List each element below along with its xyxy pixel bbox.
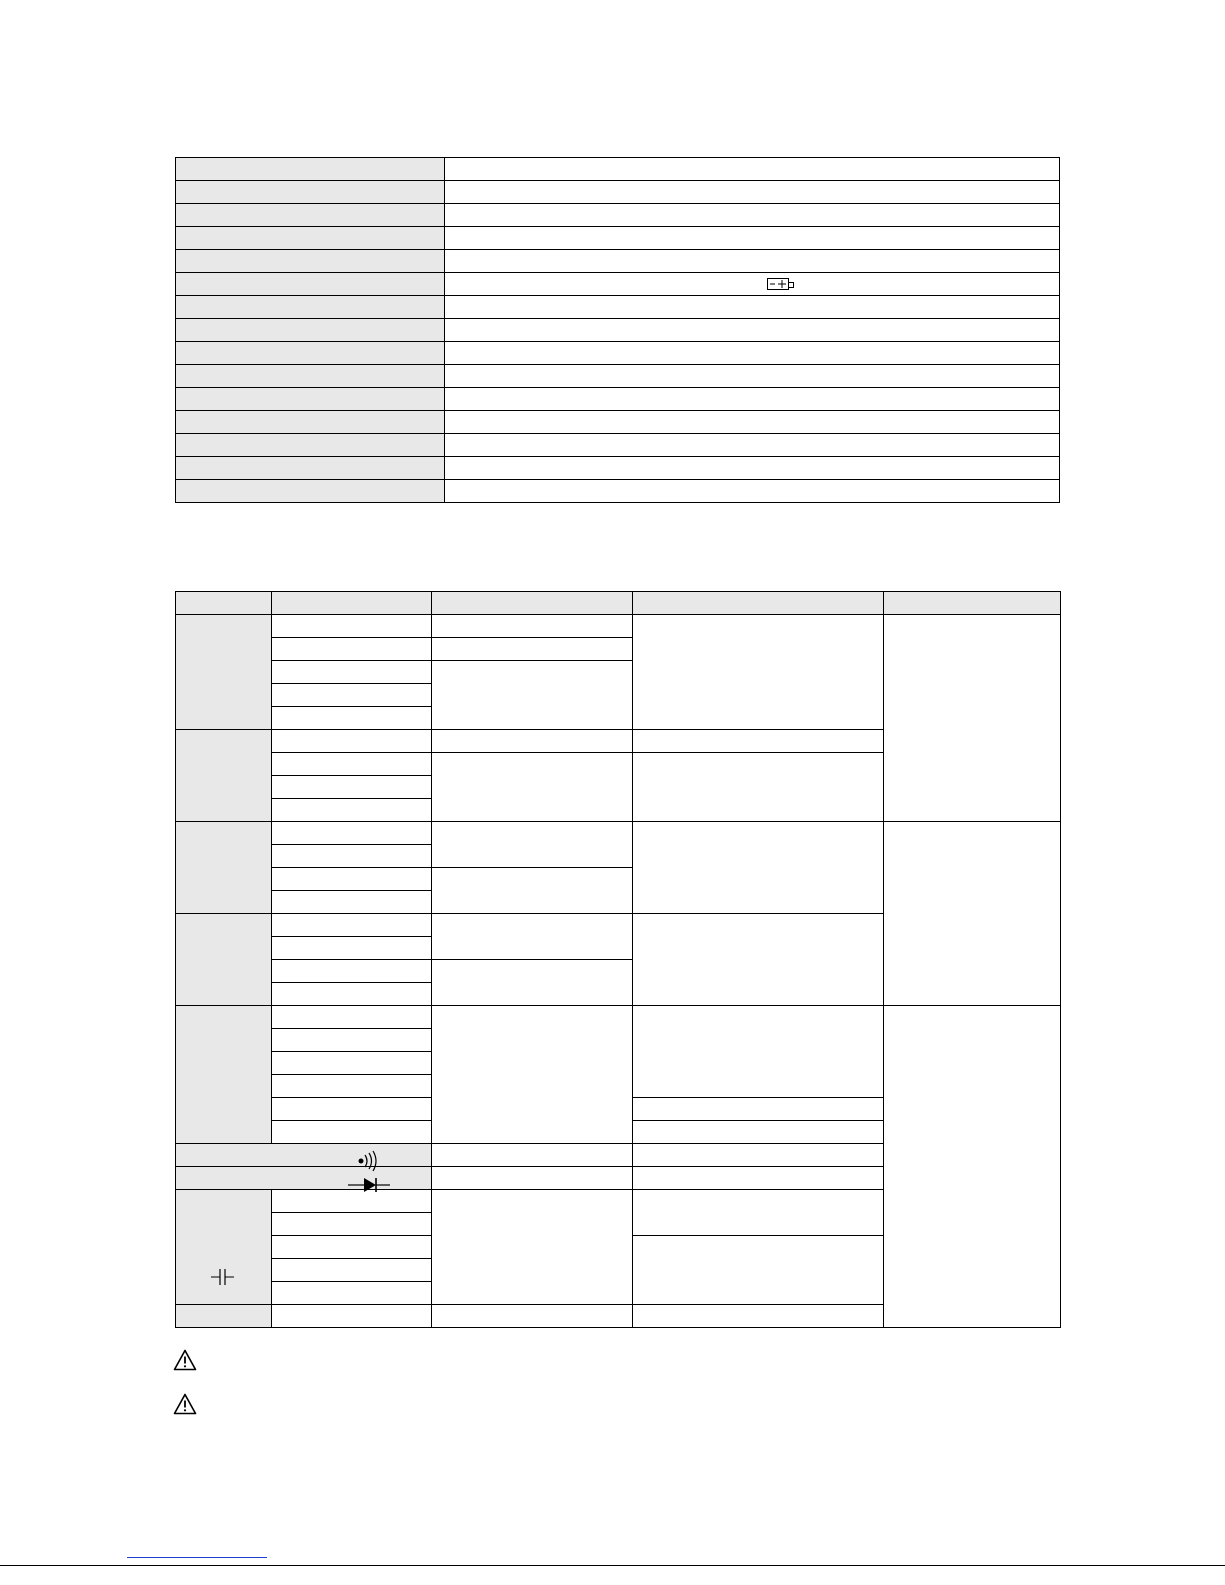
spec-label-cell (176, 250, 445, 273)
battery-icon (767, 278, 789, 290)
accuracy-cell (633, 914, 884, 1006)
table-row (176, 615, 1061, 638)
spec-value-cell (445, 181, 1060, 204)
resolution-cell (432, 1167, 633, 1190)
continuity-buzzer-icon (356, 1150, 382, 1172)
range-cell (272, 1305, 432, 1328)
accuracy-cell (633, 615, 884, 730)
spec-value-cell (445, 319, 1060, 342)
spec-label-cell (176, 227, 445, 250)
range-cell (272, 707, 432, 730)
spec-value-cell (445, 388, 1060, 411)
accuracy-cell (633, 822, 884, 914)
accuracy-cell (633, 1167, 884, 1190)
spec-value-cell (445, 434, 1060, 457)
range-cell (272, 661, 432, 684)
range-cell (272, 1121, 432, 1144)
table-row (176, 480, 1060, 503)
range-cell (272, 1236, 432, 1259)
range-cell (272, 983, 432, 1006)
range-cell (272, 776, 432, 799)
resolution-cell (432, 822, 633, 868)
column-header (884, 592, 1061, 615)
function-cell (176, 615, 272, 730)
column-header (432, 592, 633, 615)
protection-cell (884, 1006, 1061, 1328)
spec-label-cell (176, 411, 445, 434)
spec-value-cell (445, 273, 1060, 296)
range-cell (272, 1006, 432, 1029)
range-cell (272, 730, 432, 753)
resolution-cell (432, 1144, 633, 1167)
table-row (176, 319, 1060, 342)
function-cell (176, 1006, 272, 1144)
column-header (272, 592, 432, 615)
function-cell (176, 822, 272, 914)
spec-value-cell (445, 411, 1060, 434)
accuracy-cell (633, 1190, 884, 1236)
resolution-cell (432, 1305, 633, 1328)
range-cell (272, 868, 432, 891)
range-cell (272, 1213, 432, 1236)
warning-triangle-icon (173, 1349, 197, 1371)
table-row (176, 342, 1060, 365)
accuracy-cell (633, 1305, 884, 1328)
table-row (176, 250, 1060, 273)
range-cell (272, 914, 432, 937)
range-cell (272, 1052, 432, 1075)
table-row (176, 204, 1060, 227)
accuracy-cell (633, 1121, 884, 1144)
range-cell (272, 1282, 432, 1305)
protection-cell (884, 822, 1061, 1006)
continuity-function-cell (176, 1144, 432, 1167)
range-cell (272, 1075, 432, 1098)
resolution-cell (432, 753, 633, 822)
range-cell (272, 891, 432, 914)
footer-link-underline[interactable] (127, 1557, 267, 1558)
measurement-table (175, 591, 1061, 1328)
range-cell (272, 799, 432, 822)
spec-label-cell (176, 434, 445, 457)
accuracy-cell (633, 1236, 884, 1305)
spec-value-cell (445, 480, 1060, 503)
spec-label-cell (176, 273, 445, 296)
table-row (176, 388, 1060, 411)
accuracy-cell (633, 1144, 884, 1167)
diode-icon (348, 1175, 390, 1195)
capacitor-icon (211, 1268, 235, 1286)
range-cell (272, 1029, 432, 1052)
resolution-cell (432, 1190, 633, 1305)
column-header (176, 592, 272, 615)
table-row (176, 227, 1060, 250)
resolution-cell (432, 661, 633, 730)
diode-function-cell (176, 1167, 432, 1190)
range-cell (272, 1098, 432, 1121)
spec-value-cell (445, 250, 1060, 273)
table-row (176, 434, 1060, 457)
table-row (176, 457, 1060, 480)
range-cell (272, 684, 432, 707)
range-cell (272, 937, 432, 960)
spec-label-cell (176, 342, 445, 365)
spec-value-cell (445, 158, 1060, 181)
column-header (633, 592, 884, 615)
accuracy-cell (633, 730, 884, 753)
spec-label-cell (176, 158, 445, 181)
accuracy-cell (633, 753, 884, 822)
warning-triangle-icon (173, 1393, 197, 1415)
spec-value-cell (445, 457, 1060, 480)
resolution-cell (432, 638, 633, 661)
spec-value-cell (445, 365, 1060, 388)
spec-label-cell (176, 204, 445, 227)
spec-label-cell (176, 388, 445, 411)
spec-label-cell (176, 181, 445, 204)
spec-value-cell (445, 342, 1060, 365)
spec-value-cell (445, 227, 1060, 250)
table-row (176, 822, 1061, 845)
table-row (176, 181, 1060, 204)
accuracy-cell (633, 1098, 884, 1121)
function-cell (176, 1305, 272, 1328)
spec-label-cell (176, 457, 445, 480)
table-row (176, 365, 1060, 388)
capacitance-function-cell (176, 1190, 272, 1305)
table-row (176, 273, 1060, 296)
function-cell (176, 730, 272, 822)
resolution-cell (432, 868, 633, 914)
spec-label-cell (176, 365, 445, 388)
function-cell (176, 914, 272, 1006)
resolution-cell (432, 1006, 633, 1144)
table-row (176, 411, 1060, 434)
resolution-cell (432, 960, 633, 1006)
protection-cell (884, 615, 1061, 822)
range-cell (272, 615, 432, 638)
range-cell (272, 960, 432, 983)
range-cell (272, 845, 432, 868)
accuracy-cell (633, 1006, 884, 1098)
range-cell (272, 753, 432, 776)
spec-value-cell (445, 204, 1060, 227)
range-cell (272, 1259, 432, 1282)
spec-label-cell (176, 480, 445, 503)
spec-value-cell (445, 296, 1060, 319)
specification-table (175, 157, 1060, 503)
table-row (176, 1006, 1061, 1029)
resolution-cell (432, 730, 633, 753)
footer-rule (0, 1565, 1225, 1566)
range-cell (272, 638, 432, 661)
range-cell (272, 822, 432, 845)
spec-label-cell (176, 296, 445, 319)
resolution-cell (432, 914, 633, 960)
table-row (176, 296, 1060, 319)
table-header-row (176, 592, 1061, 615)
resolution-cell (432, 615, 633, 638)
spec-label-cell (176, 319, 445, 342)
table-row (176, 158, 1060, 181)
